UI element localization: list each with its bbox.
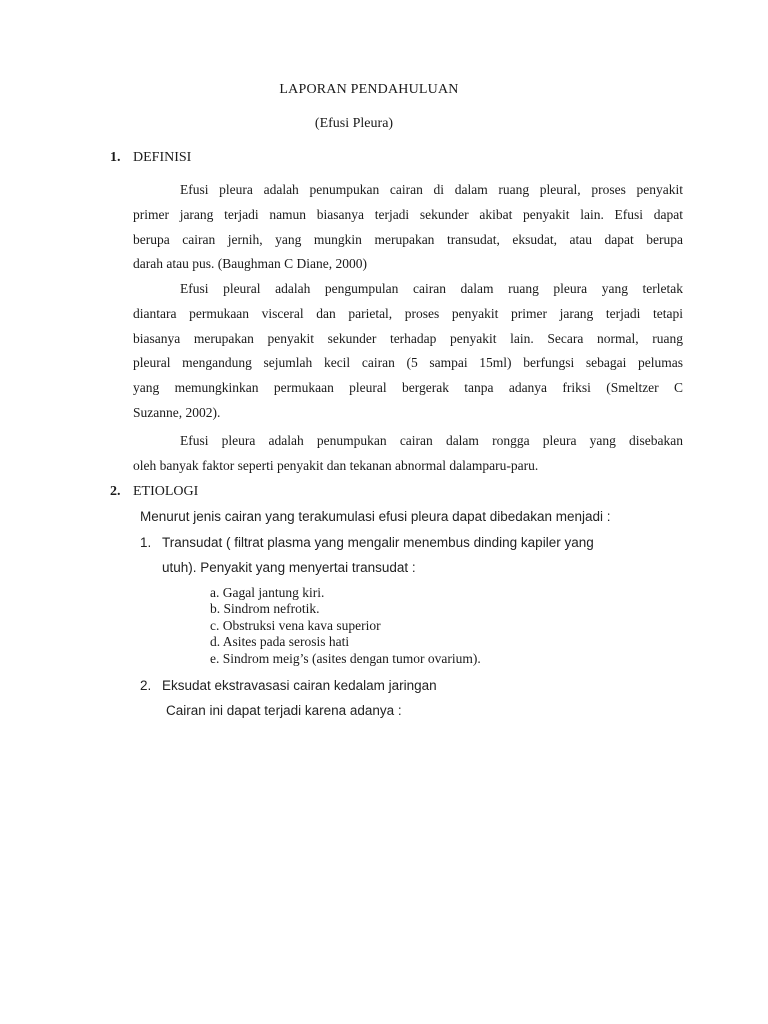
item-2-number: 2.	[140, 678, 152, 693]
list-item: a. Gagal jantung kiri.	[210, 585, 325, 600]
list-item: e. Sindrom meig’s (asites dengan tumor ovarium).	[210, 650, 481, 666]
text-line: primer jarang terjadi namun biasanya terjadi sekunder akibat penyakit lain. Efusi dapat	[133, 206, 683, 222]
text-line: biasanya merupakan penyakit sekunder terhadap penyakit lain. Secara normal, ruang	[133, 330, 683, 346]
text-line: Efusi pleural adalah pengumpulan cairan dalam ruang pleura yang terletak	[180, 281, 683, 296]
document-title: LAPORAN PENDAHULUAN	[279, 82, 459, 97]
list-item: c. Obstruksi vena kava superior	[210, 617, 381, 633]
section-1-heading: DEFINISI	[133, 150, 192, 165]
item-2-line-2: Cairan ini dapat terjadi karena adanya :	[166, 703, 402, 718]
transudat-subitem-list	[210, 585, 481, 667]
text-line: darah atau pus. (Baughman C Diane, 2000)	[133, 256, 367, 272]
section-1-number: 1.	[110, 150, 121, 165]
text-line: yang memungkinkan permukaan pleural bergerak tanpa adanya friksi (Smeltzer C	[133, 380, 683, 396]
item-2-line-1: Eksudat ekstravasasi cairan kedalam jaringan	[162, 678, 437, 693]
list-item: d. Asites pada serosis hati	[210, 634, 350, 650]
list-item: b. Sindrom nefrotik.	[210, 601, 320, 617]
text-line: berupa cairan jernih, yang mungkin merupakan transudat, eksudat, atau dapat berupa	[133, 231, 683, 247]
text-line: Suzanne, 2002).	[133, 404, 221, 420]
document-subtitle: (Efusi Pleura)	[314, 116, 394, 131]
text-line: Efusi pleura adalah penumpukan cairan dalam rongga pleura yang disebakan	[180, 433, 683, 448]
etiologi-intro: Menurut jenis cairan yang terakumulasi efusi pleura dapat dibedakan menjadi :	[140, 509, 611, 524]
definition-paragraph-3	[133, 429, 683, 479]
text-line: oleh banyak faktor seperti penyakit dan tekanan abnormal dalamparu-paru.	[133, 457, 539, 473]
text-line: Efusi pleura adalah penumpukan cairan di dalam ruang pleural, proses penyakit	[180, 182, 683, 197]
section-2-number: 2.	[110, 484, 121, 499]
definition-paragraph-2	[133, 277, 683, 426]
text-line: pleural mengandung sejumlah kecil cairan (5 sampai 15ml) berfungsi sebagai pelumas	[133, 355, 683, 371]
section-2-heading: ETIOLOGI	[133, 484, 199, 499]
item-1-line-1: Transudat ( filtrat plasma yang mengalir menembus dinding kapiler yang	[162, 535, 594, 550]
definition-paragraph-1	[133, 178, 683, 277]
item-1-line-2: utuh). Penyakit yang menyertai transudat :	[162, 560, 416, 575]
item-1-number: 1.	[140, 535, 152, 550]
text-line: diantara permukaan visceral dan parietal, proses penyakit primer jarang terjadi tetapi	[133, 305, 683, 321]
